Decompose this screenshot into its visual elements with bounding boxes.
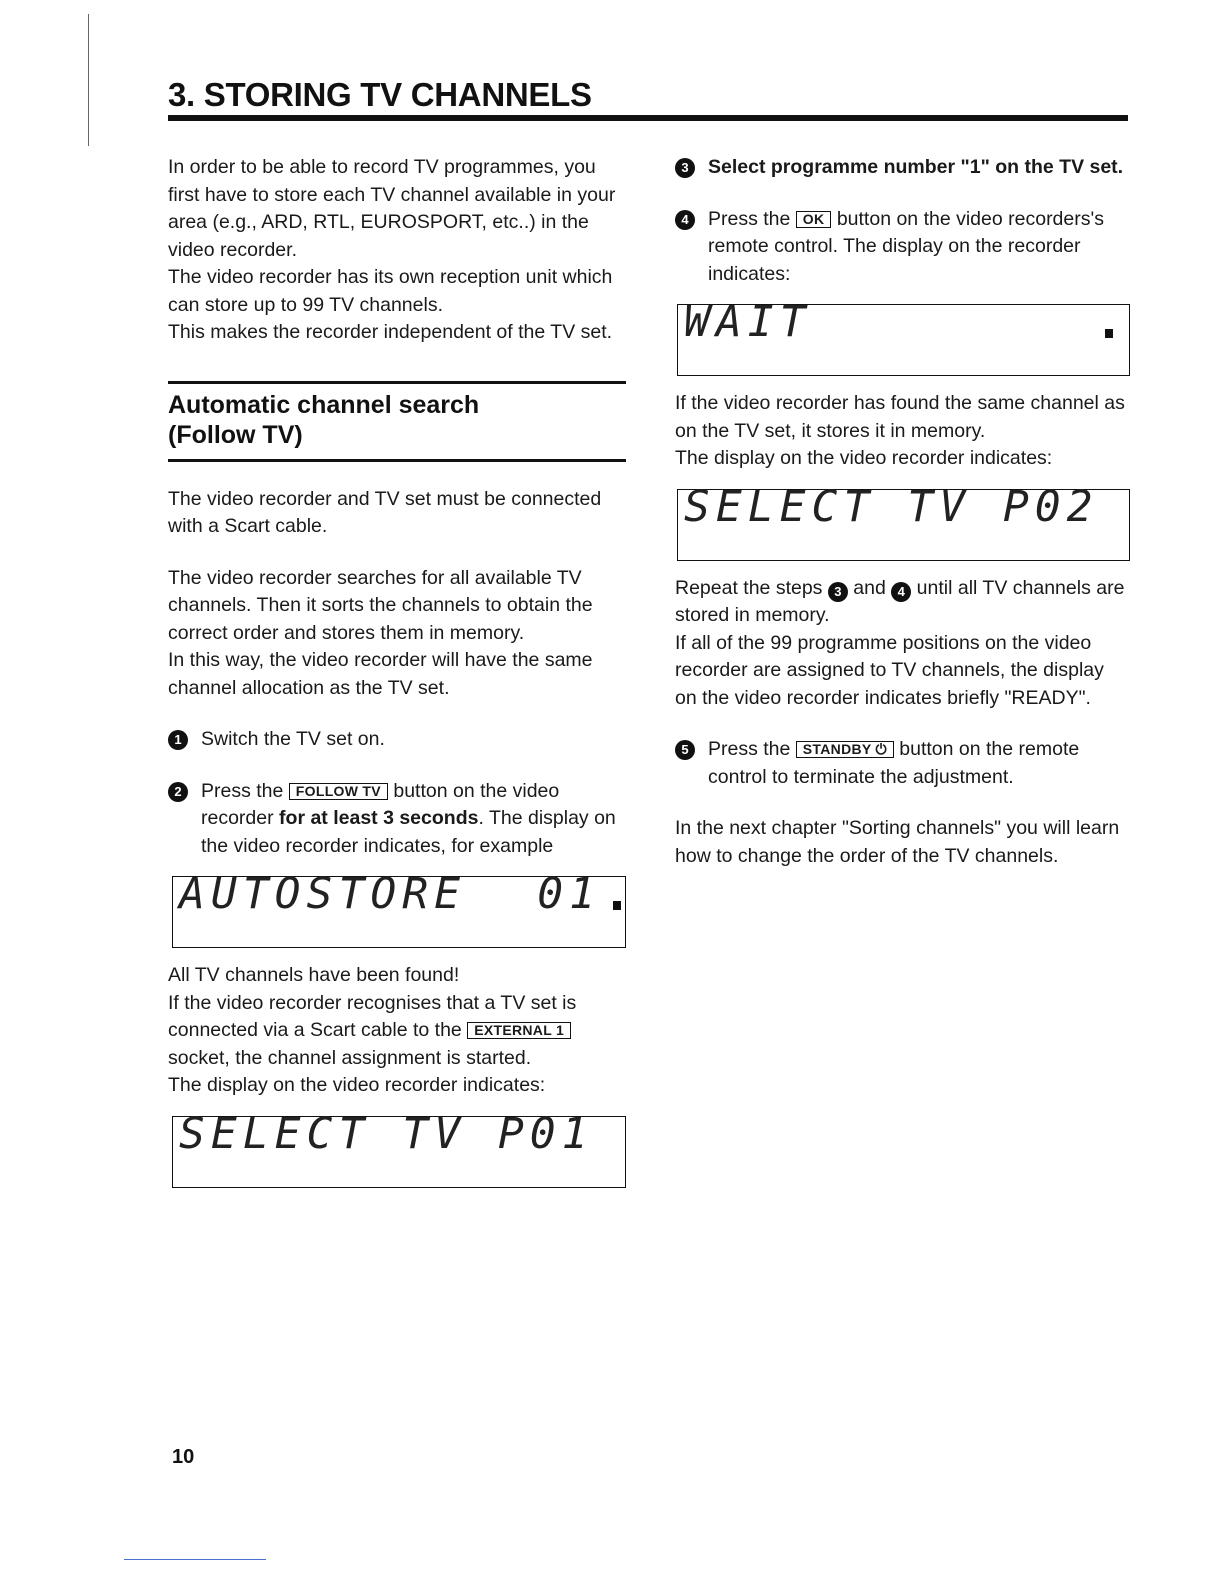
step-5-pre: Press the (708, 738, 791, 760)
step-2-pre: Press the (201, 779, 284, 802)
display-select-p01 (172, 1108, 626, 1188)
step-number-2: 2 (168, 782, 188, 802)
step-2-bold: for at least 3 seconds (279, 807, 479, 829)
step-2-post: . The display on the video recorder indicates, for example (201, 807, 616, 857)
step-number-3: 3 (675, 158, 695, 178)
repeat-pre: Repeat the steps (675, 576, 823, 599)
display-indicates: The display on the video recorder indicates: (675, 447, 1053, 469)
repeat-and: and (853, 576, 886, 599)
next-chapter-paragraph: In the next chapter "Sorting channels" you will learn how to change the order of the TV channels. (675, 817, 1120, 867)
step-1-text: Switch the TV set on. (201, 728, 385, 750)
step-3-text: Select programme number "1" on the TV set. (708, 156, 1124, 178)
search-paragraph: The video recorder searches for all available TV channels. Then it sorts the channels to obtain the correct order and stores them in memory. (168, 566, 593, 644)
found-line-2 (168, 990, 626, 1073)
display-select-p01-text: SELECT TV P01 (179, 1108, 594, 1159)
step-4 (675, 206, 1130, 289)
ok-key: OK (796, 211, 832, 228)
step-5 (675, 736, 1130, 791)
ready-paragraph: If all of the 99 programme positions on the video recorder are assigned to TV channels, the display on the video recorder indicates briefly "READY". (675, 631, 1104, 709)
allocation-paragraph: In this way, the video recorder will have the same channel allocation as the TV set. (168, 649, 593, 699)
step-number-4: 4 (675, 210, 695, 230)
display-wait-text: WAIT (684, 297, 812, 347)
display-select-p02 (677, 481, 1130, 561)
step-number-1: 1 (168, 730, 188, 750)
step-2 (168, 778, 626, 861)
intro-paragraph-2: The video recorder has its own reception unit which can store up to 99 TV channels. (168, 266, 613, 316)
standby-key: STANDBY ⏻ (796, 741, 894, 758)
title-rule (168, 115, 1128, 121)
external-1-key: EXTERNAL 1 (467, 1022, 571, 1039)
display-indicator-dot (613, 901, 621, 910)
display-wait-dot (1105, 329, 1113, 338)
display-select-p02-text: SELECT TV P02 (684, 481, 1099, 532)
step-2-mid: button on the video recorder (201, 779, 560, 829)
page-title: 3. STORING TV CHANNELS (168, 76, 592, 113)
found-line-3: The display on the video recorder indicates: (168, 1074, 546, 1096)
repeat-post: until all TV channels are stored in memory. (675, 576, 1125, 626)
repeat-paragraph (675, 575, 1130, 630)
step-1 (168, 726, 626, 754)
right-column (675, 154, 1130, 870)
section-title-line-2: (Follow TV) (168, 420, 303, 449)
section-title-line-1: Automatic channel search (168, 390, 480, 419)
step-4-pre: Press the (708, 207, 791, 230)
display-autostore (172, 869, 626, 948)
found-line-2-post: socket, the channel assignment is started. (168, 1046, 532, 1069)
display-wait (677, 297, 1130, 376)
repeat-step-3-icon: 3 (828, 582, 848, 602)
step-5-post: button on the remote control to terminate the adjustment. (708, 738, 1080, 788)
repeat-step-4-icon: 4 (891, 582, 911, 602)
step-4-post: button on the video recorders's remote control. The display on the recorder indicates: (708, 207, 1104, 285)
stored-paragraph: If the video recorder has found the same channel as on the TV set, it stores it in memory. (675, 392, 1125, 442)
footer-line (124, 1559, 266, 1560)
step-3 (675, 154, 1130, 182)
found-line-1: All TV channels have been found! (168, 964, 460, 986)
intro-paragraph-3: This makes the recorder independent of the TV set. (168, 321, 613, 343)
page-number: 10 (172, 1446, 195, 1468)
section-heading (168, 381, 626, 462)
step-number-5: 5 (675, 740, 695, 760)
display-autostore-number: 01 (537, 869, 601, 919)
found-line-2-pre: If the video recorder recognises that a TV set is connected via a Scart cable to the (168, 991, 577, 1041)
left-column (168, 154, 626, 1202)
margin-line (88, 14, 89, 146)
intro-paragraph-1: In order to be able to record TV programmes, you first have to store each TV channel available in your area (e.g., ARD, RTL, EUROSPORT, etc..) in the video recorder. (168, 156, 616, 261)
scart-paragraph: The video recorder and TV set must be connected with a Scart cable. (168, 487, 602, 537)
follow-tv-key: FOLLOW TV (289, 783, 388, 800)
display-autostore-text: AUTOSTORE (179, 869, 466, 919)
